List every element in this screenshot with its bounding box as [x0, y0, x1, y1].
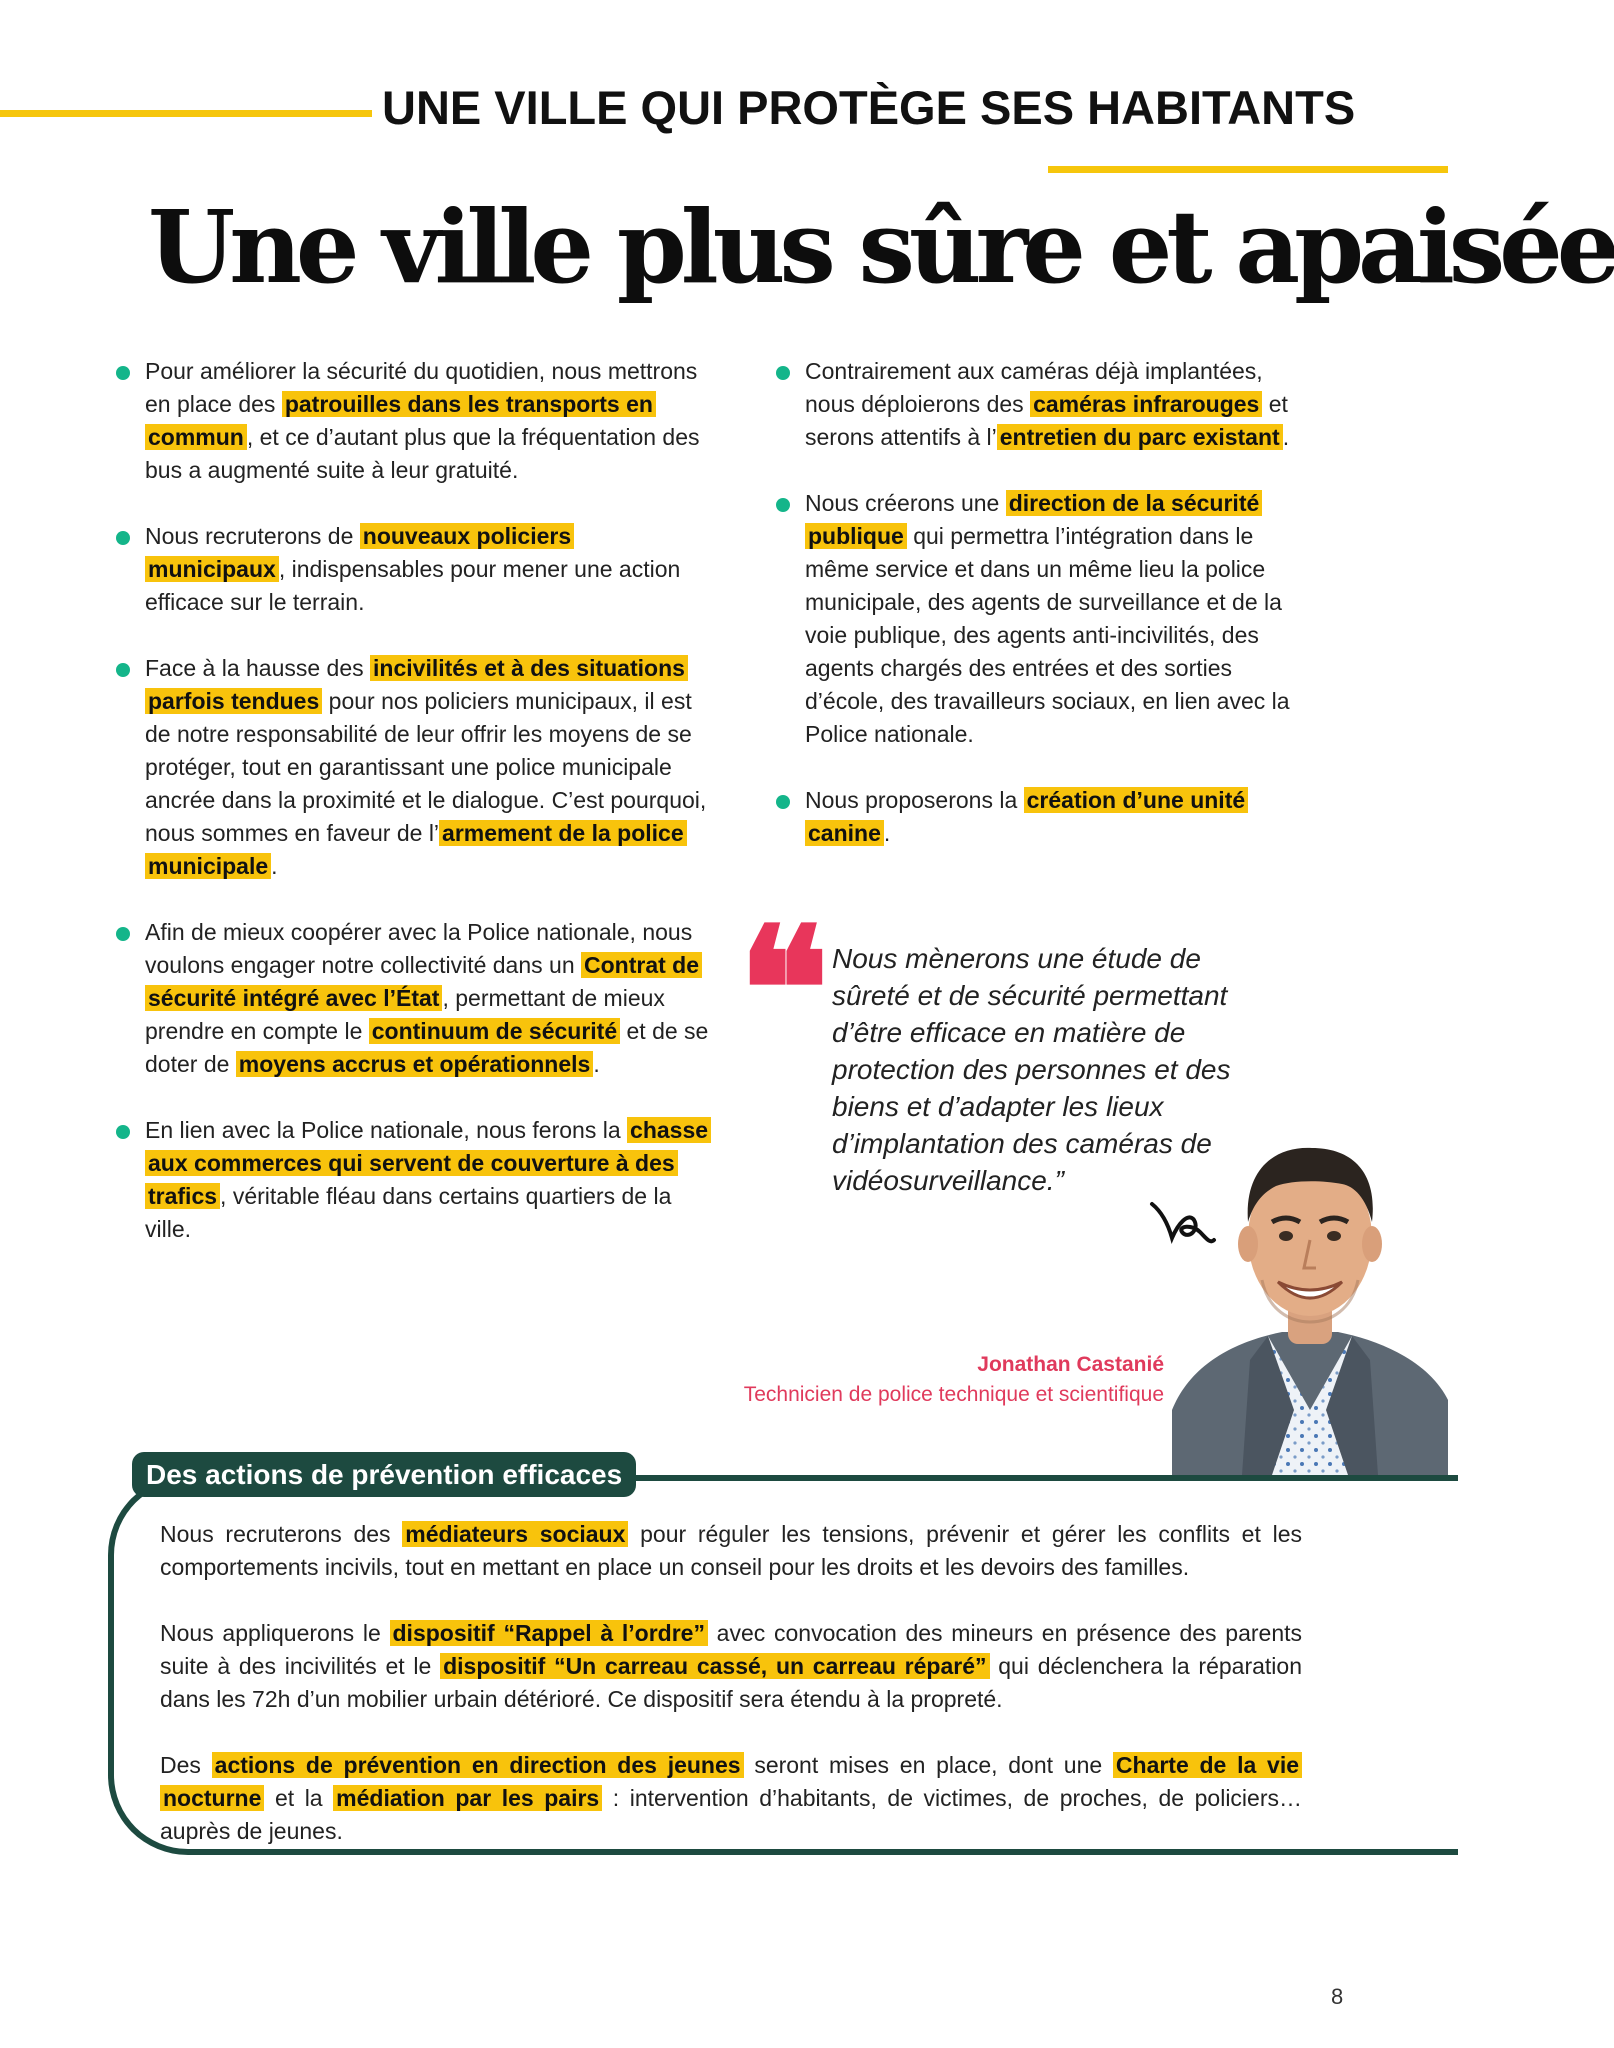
- bullet-item: [114, 520, 714, 619]
- text-run: qui permettra l’intégration dans le même service et dans un même lieu la police municipale, des agents de surveillance et de la voie publique, des agents anti-incivilités, des agents chargés des entrées et des sorties d’école, des travailleurs sociaux, en lien avec la Police nationale.: [805, 523, 1290, 747]
- text-run: Nous créerons une: [805, 490, 1006, 516]
- text-run: Face à la hausse des: [145, 655, 371, 681]
- text-run: , indispensables pour mener une action efficace sur le terrain.: [145, 556, 681, 615]
- text-run: Nous recruterons des: [160, 1521, 403, 1547]
- highlighted-phrase: Charte de la vie nocturne: [160, 1752, 1302, 1811]
- highlighted-phrase: Contrat de sécurité intégré avec l’État: [145, 952, 702, 1011]
- highlighted-phrase: patrouilles dans les transports en commun: [145, 391, 656, 450]
- author-name: Jonathan Castanié: [977, 1353, 1164, 1376]
- text-run: avec convocation des mineurs en présence des parents suite à des incivilités et le: [160, 1620, 1302, 1679]
- header-rule-left: [0, 110, 372, 117]
- bullet-item: [114, 652, 714, 883]
- highlighted-phrase: caméras infrarouges: [1030, 391, 1262, 417]
- prevention-panel-title: Des actions de prévention efficaces: [132, 1452, 636, 1497]
- text-run: Afin de mieux coopérer avec la Police nationale, nous voulons engager notre collectivité dans un: [145, 919, 693, 978]
- bullet-item: [774, 487, 1314, 751]
- text-run: pour réguler les tensions, prévenir et gérer les conflits et les comportements incivils, tout en mettant en place un conseil pour les droits et les devoirs des familles.: [160, 1521, 1302, 1580]
- text-run: qui déclenchera la réparation dans les 72h d’un mobilier urbain détérioré. Ce dispositif sera étendu à la propreté.: [160, 1653, 1302, 1712]
- text-run: Nous recruterons de: [145, 523, 360, 549]
- text-run: et la: [264, 1785, 334, 1811]
- bullet-dot-icon: [116, 531, 130, 545]
- highlighted-phrase: moyens accrus et opérationnels: [236, 1051, 594, 1077]
- bullet-dot-icon: [776, 498, 790, 512]
- left-column: [114, 355, 714, 1279]
- bullet-dot-icon: [116, 663, 130, 677]
- text-run: seront mises en place, dont une: [743, 1752, 1113, 1778]
- bullet-text: [145, 1114, 714, 1246]
- prevention-panel-body: [160, 1518, 1302, 1881]
- text-run: , véritable fléau dans certains quartiers de la ville.: [145, 1183, 672, 1242]
- bullet-text: [145, 520, 714, 619]
- prevention-paragraph: [160, 1518, 1302, 1584]
- page-title: Une ville plus sûre et apaisée: [148, 188, 1614, 306]
- author-role: Technicien de police technique et scientifique: [743, 1383, 1164, 1406]
- bullet-dot-icon: [116, 1125, 130, 1139]
- quote-mark-icon: ❝: [738, 890, 830, 1090]
- bullet-text: [805, 487, 1314, 751]
- page-number: 8: [1331, 1984, 1344, 2009]
- bullet-item: [114, 1114, 714, 1246]
- text-run: pour nos policiers municipaux, il est de notre responsabilité de leur offrir les moyens de se protéger, tout en garantissant une police municipale ancrée dans la proximité et le dialogue. C’est pourquoi, nous sommes en faveur de l’: [145, 688, 707, 846]
- highlighted-phrase: dispositif “Rappel à l’ordre”: [390, 1620, 708, 1646]
- highlighted-phrase: actions de prévention en direction des jeunes: [212, 1752, 744, 1778]
- text-run: : intervention d’habitants, de victimes, de proches, de policiers… auprès de jeunes.: [160, 1785, 1302, 1844]
- bullet-dot-icon: [776, 795, 790, 809]
- bullet-text: [805, 355, 1314, 454]
- header-rule-right: [1048, 166, 1448, 173]
- text-run: .: [593, 1051, 600, 1077]
- bullet-item: [774, 784, 1314, 850]
- text-run: .: [1282, 424, 1290, 450]
- text-run: En lien avec la Police nationale, nous ferons la: [145, 1117, 628, 1143]
- highlighted-phrase: chasse aux commerces qui servent de couverture à des trafics: [145, 1117, 711, 1209]
- candidate-portrait: [1172, 1110, 1448, 1475]
- section-kicker: UNE VILLE QUI PROTÈGE SES HABITANTS: [382, 81, 1356, 134]
- prevention-paragraph: [160, 1617, 1302, 1716]
- text-run: Nous proposerons la: [805, 787, 1024, 813]
- bullet-dot-icon: [116, 366, 130, 380]
- highlighted-phrase: continuum de sécurité: [369, 1018, 620, 1044]
- highlighted-phrase: dispositif “Un carreau cassé, un carreau réparé”: [440, 1653, 989, 1679]
- right-column: [774, 355, 1314, 883]
- highlighted-phrase: nouveaux policiers municipaux: [145, 523, 574, 582]
- highlighted-phrase: création d’une unité canine: [805, 787, 1248, 846]
- bullet-text: [145, 652, 714, 883]
- bullet-text: [805, 784, 1314, 850]
- text-run: Des: [160, 1752, 212, 1778]
- bullet-item: [114, 916, 714, 1081]
- text-run: , et ce d’autant plus que la fréquentation des bus a augmenté suite à leur gratuité.: [145, 424, 700, 483]
- bullet-text: [145, 916, 714, 1081]
- pull-quote: Nous mènerons une étude de sûreté et de sécurité permettant d’être efficace en matière de protection des personnes et des biens et d’adapter les lieux d’implantation des caméras de vidéosurveillance.”: [832, 943, 1231, 1196]
- highlighted-phrase: entretien du parc existant: [997, 424, 1283, 450]
- highlighted-phrase: médiateurs sociaux: [402, 1521, 628, 1547]
- text-run: Contrairement aux caméras déjà implantées, nous déploierons des: [805, 358, 1263, 417]
- text-run: Pour améliorer la sécurité du quotidien, nous mettrons en place des: [145, 358, 698, 417]
- text-run: .: [271, 853, 278, 879]
- bullet-item: [774, 355, 1314, 454]
- bullet-dot-icon: [776, 366, 790, 380]
- text-run: .: [883, 820, 891, 846]
- text-run: , permettant de mieux prendre en compte le: [145, 985, 665, 1044]
- highlighted-phrase: armement de la police municipale: [145, 820, 687, 879]
- text-run: Nous appliquerons le: [160, 1620, 390, 1646]
- bullet-dot-icon: [116, 927, 130, 941]
- prevention-paragraph: [160, 1749, 1302, 1848]
- bullet-item: [114, 355, 714, 487]
- highlighted-phrase: médiation par les pairs: [333, 1785, 602, 1811]
- text-run: et de se doter de: [145, 1018, 709, 1077]
- bullet-text: [145, 355, 714, 487]
- highlighted-phrase: direction de la sécurité publique: [805, 490, 1262, 549]
- highlighted-phrase: incivilités et à des situations parfois tendues: [145, 655, 688, 714]
- text-run: et serons attentifs à l’: [805, 391, 1288, 450]
